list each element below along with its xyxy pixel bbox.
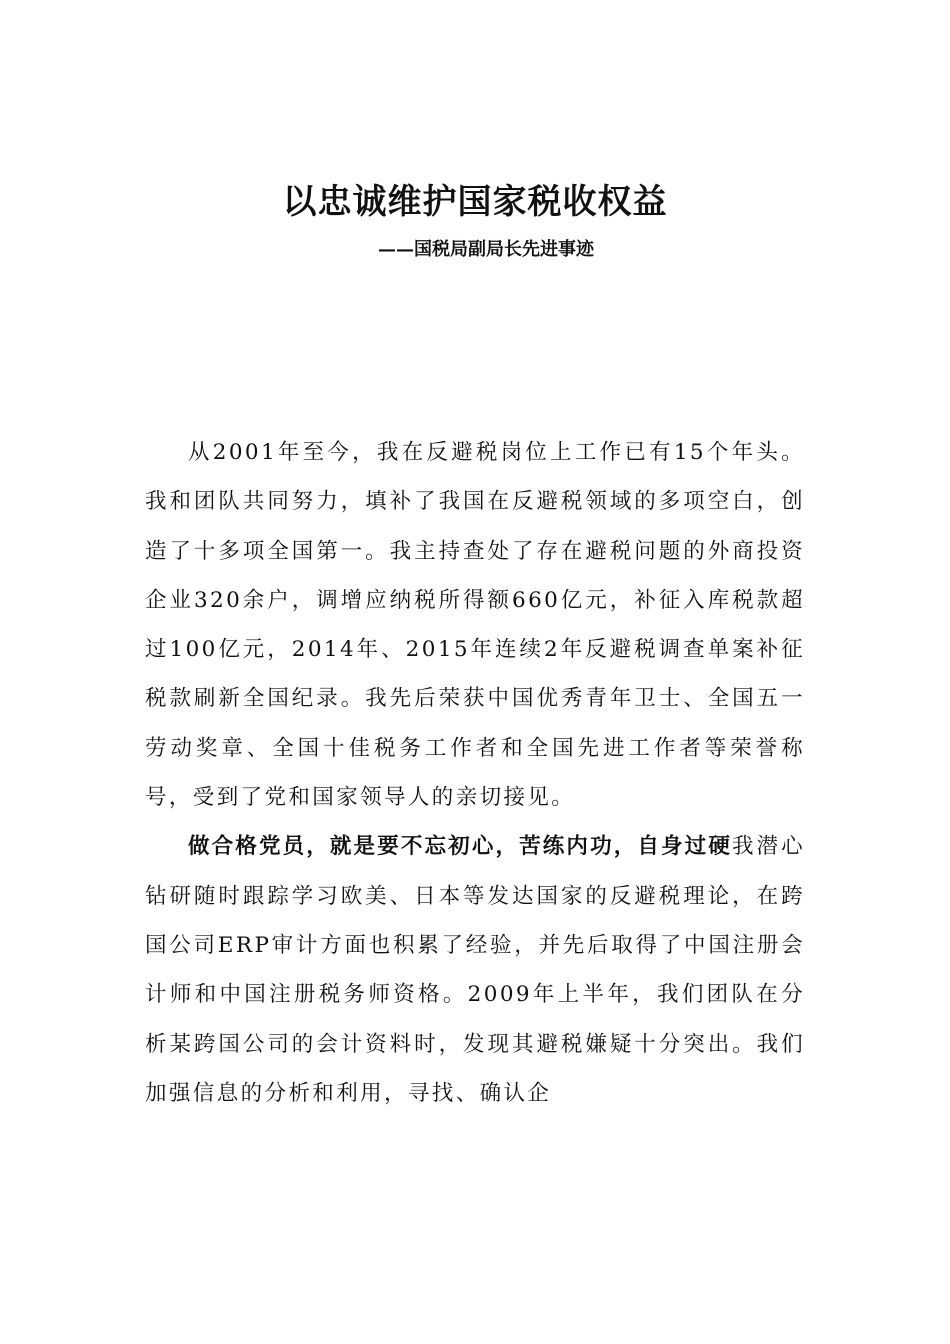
document-body <box>145 428 805 1118</box>
document-subtitle: ——国税局副局长先进事迹 <box>378 239 594 260</box>
paragraph-2-lead-heading: 做合格党员，就是要不忘初心，苦练内功，自身过硬 <box>188 834 732 860</box>
paragraph-1 <box>145 428 805 822</box>
document-title: 以忠诚维护国家税收权益 <box>282 182 668 222</box>
paragraph-2-text: 我潜心钻研随时跟踪学习欧美、日本等发达国家的反避税理论，在跨国公司ERP审计方面也积累了经验，并先后取得了中国注册会计师和中国注册税务师资格。2009年上半年，我们团队在分析某跨国公司的会计资料时，发现其避税嫌疑十分突出。我们加强信息的分析和利用，寻找、确认企 <box>145 834 805 1106</box>
paragraph-2 <box>145 822 805 1118</box>
paragraph-1-text: 从2001年至今，我在反避税岗位上工作已有15个年头。我和团队共同努力，填补了我国在反避税领域的多项空白，创造了十多项全国第一。我主持查处了存在避税问题的外商投资企业320余户，调增应纳税所得额660亿元，补征入库税款超过100亿元，2014年、2015年连续2年反避税调查单案补征税款刷新全国纪录。我先后荣获中国优秀青年卫士、全国五一劳动奖章、全国十佳税务工作者和全国先进工作者等荣誉称号，受到了党和国家领导人的亲切接见。 <box>145 440 805 811</box>
